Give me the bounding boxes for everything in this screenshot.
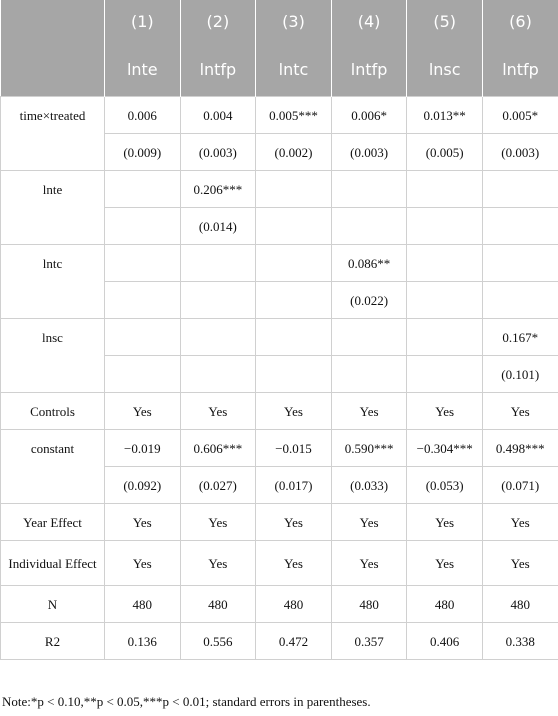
col-number-5: (5) [407, 0, 483, 42]
value-cell: Yes [407, 541, 483, 586]
coef-cell: 0.606*** [180, 430, 256, 467]
row-n [1, 586, 558, 623]
coef-cell [482, 245, 558, 282]
se-cell [331, 208, 407, 245]
se-cell: (0.005) [407, 134, 483, 171]
coef-cell [256, 319, 332, 356]
value-cell: Yes [482, 393, 558, 430]
value-cell: 480 [482, 586, 558, 623]
table-note: Note:*p < 0.10,**p < 0.05,***p < 0.01; standard errors in parentheses. [2, 694, 371, 709]
coef-cell [407, 171, 483, 208]
value-cell: Yes [407, 393, 483, 430]
col-number-1: (1) [105, 0, 181, 42]
coef-cell [331, 171, 407, 208]
col-var-1: lnte [105, 42, 181, 97]
row-label: R2 [1, 623, 105, 660]
coef-cell [180, 319, 256, 356]
coef-cell: 0.006 [105, 97, 181, 134]
row-r2 [1, 623, 558, 660]
value-cell: Yes [331, 393, 407, 430]
row-label: Individual Effect [1, 541, 105, 586]
row-lnte-coef [1, 171, 558, 208]
coef-cell: 0.590*** [331, 430, 407, 467]
value-cell: Yes [256, 393, 332, 430]
row-controls [1, 393, 558, 430]
value-cell: 0.338 [482, 623, 558, 660]
row-lntc-coef [1, 245, 558, 282]
row-label: constant [1, 430, 105, 504]
row-year-effect [1, 504, 558, 541]
se-cell: (0.092) [105, 467, 181, 504]
se-cell [256, 356, 332, 393]
col-var-2: lntfp [180, 42, 256, 97]
value-cell: Yes [105, 393, 181, 430]
coef-cell: 0.167* [482, 319, 558, 356]
se-cell: (0.017) [256, 467, 332, 504]
value-cell: 480 [180, 586, 256, 623]
se-cell [180, 282, 256, 319]
se-cell [482, 282, 558, 319]
coef-cell [105, 171, 181, 208]
coef-cell [105, 319, 181, 356]
se-cell: (0.009) [105, 134, 181, 171]
row-label: lntc [1, 245, 105, 319]
se-cell: (0.101) [482, 356, 558, 393]
coef-cell: 0.006* [331, 97, 407, 134]
value-cell: 0.556 [180, 623, 256, 660]
value-cell: 0.472 [256, 623, 332, 660]
se-cell [105, 282, 181, 319]
value-cell: Yes [105, 541, 181, 586]
value-cell: Yes [180, 393, 256, 430]
row-individual-effect [1, 541, 558, 586]
se-cell: (0.022) [331, 282, 407, 319]
value-cell: 480 [256, 586, 332, 623]
row-label: time×treated [1, 97, 105, 171]
coef-cell: 0.498*** [482, 430, 558, 467]
value-cell: 480 [331, 586, 407, 623]
coef-cell [256, 171, 332, 208]
value-cell: Yes [482, 541, 558, 586]
se-cell [407, 208, 483, 245]
value-cell: Yes [407, 504, 483, 541]
coef-cell: −0.015 [256, 430, 332, 467]
value-cell: 0.357 [331, 623, 407, 660]
value-cell: Yes [256, 504, 332, 541]
coef-cell: 0.005* [482, 97, 558, 134]
row-label: Controls [1, 393, 105, 430]
coef-cell: −0.019 [105, 430, 181, 467]
row-lnsc-coef [1, 319, 558, 356]
value-cell: 480 [105, 586, 181, 623]
col-number-4: (4) [331, 0, 407, 42]
se-cell [407, 356, 483, 393]
coef-cell [105, 245, 181, 282]
value-cell: Yes [331, 541, 407, 586]
se-cell [105, 208, 181, 245]
value-cell: 480 [407, 586, 483, 623]
se-cell [256, 208, 332, 245]
value-cell: 0.406 [407, 623, 483, 660]
se-cell: (0.002) [256, 134, 332, 171]
se-cell [331, 356, 407, 393]
se-cell [256, 282, 332, 319]
coef-cell: 0.206*** [180, 171, 256, 208]
value-cell: Yes [105, 504, 181, 541]
se-cell [482, 208, 558, 245]
row-label: Year Effect [1, 504, 105, 541]
coef-cell: 0.086** [331, 245, 407, 282]
value-cell: 0.136 [105, 623, 181, 660]
row-constant-coef [1, 430, 558, 467]
row-label: N [1, 586, 105, 623]
value-cell: Yes [482, 504, 558, 541]
se-cell: (0.071) [482, 467, 558, 504]
coef-cell [331, 319, 407, 356]
se-cell: (0.053) [407, 467, 483, 504]
col-var-4: lntfp [331, 42, 407, 97]
row-label: lnsc [1, 319, 105, 393]
value-cell: Yes [331, 504, 407, 541]
header-row-numbers [1, 0, 558, 42]
value-cell: Yes [256, 541, 332, 586]
coef-cell: 0.005*** [256, 97, 332, 134]
value-cell: Yes [180, 541, 256, 586]
col-number-6: (6) [482, 0, 558, 42]
coef-cell [180, 245, 256, 282]
col-number-2: (2) [180, 0, 256, 42]
se-cell: (0.003) [331, 134, 407, 171]
header-corner-2 [1, 42, 105, 97]
value-cell: Yes [180, 504, 256, 541]
header-row-vars [1, 42, 558, 97]
row-time-treated-coef [1, 97, 558, 134]
se-cell: (0.003) [180, 134, 256, 171]
coef-cell: −0.304*** [407, 430, 483, 467]
header-corner [1, 0, 105, 42]
se-cell: (0.033) [331, 467, 407, 504]
se-cell [180, 356, 256, 393]
coef-cell [407, 319, 483, 356]
se-cell: (0.003) [482, 134, 558, 171]
coef-cell [482, 171, 558, 208]
col-var-5: lnsc [407, 42, 483, 97]
se-cell [407, 282, 483, 319]
coef-cell: 0.013** [407, 97, 483, 134]
col-var-3: lntc [256, 42, 332, 97]
se-cell [105, 356, 181, 393]
se-cell: (0.014) [180, 208, 256, 245]
col-var-6: lntfp [482, 42, 558, 97]
coef-cell [256, 245, 332, 282]
col-number-3: (3) [256, 0, 332, 42]
se-cell: (0.027) [180, 467, 256, 504]
coef-cell: 0.004 [180, 97, 256, 134]
row-label: lnte [1, 171, 105, 245]
coef-cell [407, 245, 483, 282]
